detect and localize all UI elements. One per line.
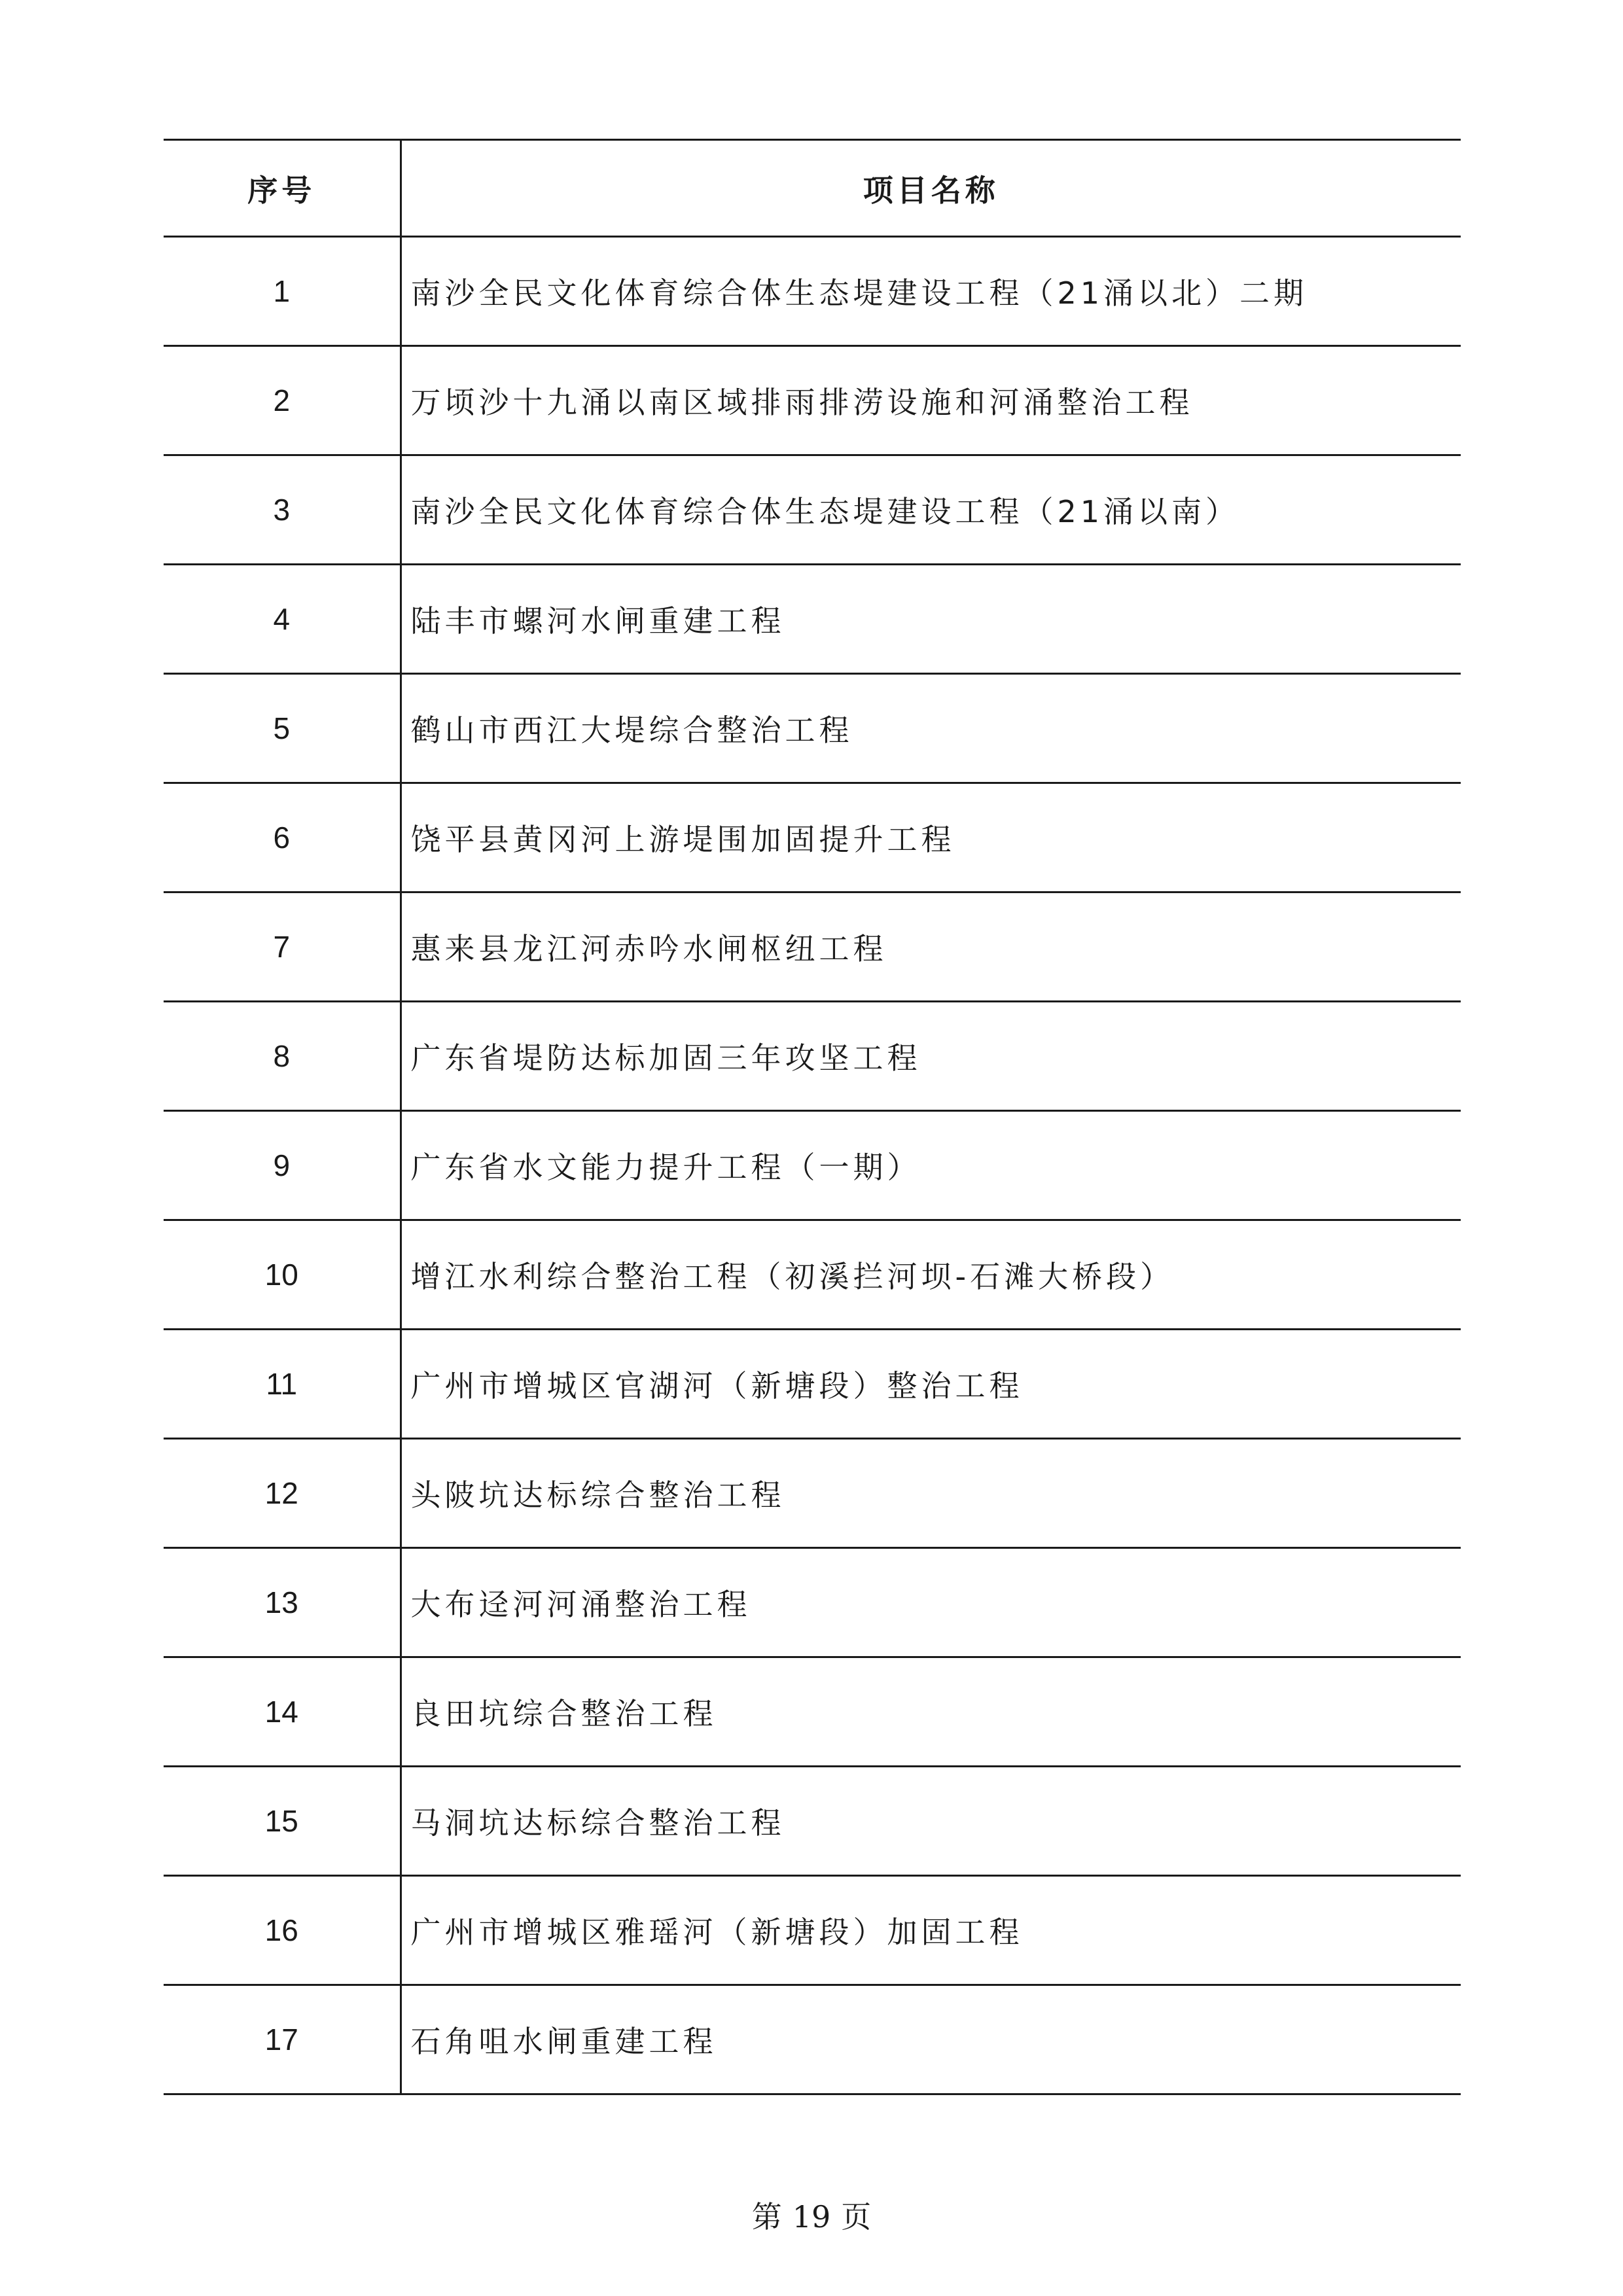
table-row xyxy=(164,565,1461,674)
row-name: 陆丰市螺河水闸重建工程 xyxy=(401,565,1461,674)
row-seq: 3 xyxy=(164,455,401,565)
row-name: 头陂坑达标综合整治工程 xyxy=(401,1439,1461,1548)
project-table xyxy=(164,139,1461,2095)
table-header-row xyxy=(164,140,1461,237)
project-table-container xyxy=(164,139,1461,2095)
row-seq: 13 xyxy=(164,1548,401,1657)
row-seq: 5 xyxy=(164,674,401,783)
row-seq: 1 xyxy=(164,237,401,346)
row-name: 惠来县龙江河赤吟水闸枢纽工程 xyxy=(401,892,1461,1002)
table-row xyxy=(164,1111,1461,1220)
row-name: 鹤山市西江大堤综合整治工程 xyxy=(401,674,1461,783)
row-name: 良田坑综合整治工程 xyxy=(401,1657,1461,1767)
row-seq: 14 xyxy=(164,1657,401,1767)
table-row xyxy=(164,1220,1461,1330)
table-row xyxy=(164,1985,1461,2094)
row-seq: 6 xyxy=(164,783,401,892)
row-seq: 10 xyxy=(164,1220,401,1330)
row-name: 万顷沙十九涌以南区域排雨排涝设施和河涌整治工程 xyxy=(401,346,1461,455)
row-name: 广州市增城区雅瑶河（新塘段）加固工程 xyxy=(401,1876,1461,1985)
page-number: 19 xyxy=(792,2199,831,2234)
table-row xyxy=(164,237,1461,346)
header-name: 项目名称 xyxy=(401,140,1461,237)
table-row xyxy=(164,455,1461,565)
table-row xyxy=(164,892,1461,1002)
row-name: 广东省堤防达标加固三年攻坚工程 xyxy=(401,1002,1461,1111)
row-name: 南沙全民文化体育综合体生态堤建设工程（21涌以南） xyxy=(401,455,1461,565)
row-name: 石角咀水闸重建工程 xyxy=(401,1985,1461,2094)
page-number-suffix: 页 xyxy=(841,2199,872,2234)
row-seq: 16 xyxy=(164,1876,401,1985)
row-seq: 4 xyxy=(164,565,401,674)
row-seq: 2 xyxy=(164,346,401,455)
table-row xyxy=(164,1657,1461,1767)
table-row xyxy=(164,1767,1461,1876)
row-name: 饶平县黄冈河上游堤围加固提升工程 xyxy=(401,783,1461,892)
table-row xyxy=(164,1548,1461,1657)
header-seq: 序号 xyxy=(164,140,401,237)
row-seq: 12 xyxy=(164,1439,401,1548)
page-footer xyxy=(0,2193,1623,2236)
table-row xyxy=(164,674,1461,783)
table-row xyxy=(164,783,1461,892)
table-row xyxy=(164,1876,1461,1985)
table-row xyxy=(164,1002,1461,1111)
row-seq: 15 xyxy=(164,1767,401,1876)
row-seq: 9 xyxy=(164,1111,401,1220)
table-row xyxy=(164,1439,1461,1548)
row-seq: 7 xyxy=(164,892,401,1002)
row-name: 广东省水文能力提升工程（一期） xyxy=(401,1111,1461,1220)
row-seq: 17 xyxy=(164,1985,401,2094)
row-seq: 11 xyxy=(164,1330,401,1439)
row-name: 增江水利综合整治工程（初溪拦河坝-石滩大桥段） xyxy=(401,1220,1461,1330)
row-name: 广州市增城区官湖河（新塘段）整治工程 xyxy=(401,1330,1461,1439)
row-name: 南沙全民文化体育综合体生态堤建设工程（21涌以北）二期 xyxy=(401,237,1461,346)
row-name: 马洞坑达标综合整治工程 xyxy=(401,1767,1461,1876)
row-name: 大布迳河河涌整治工程 xyxy=(401,1548,1461,1657)
page-number-prefix: 第 xyxy=(751,2199,782,2234)
row-seq: 8 xyxy=(164,1002,401,1111)
table-row xyxy=(164,346,1461,455)
table-row xyxy=(164,1330,1461,1439)
